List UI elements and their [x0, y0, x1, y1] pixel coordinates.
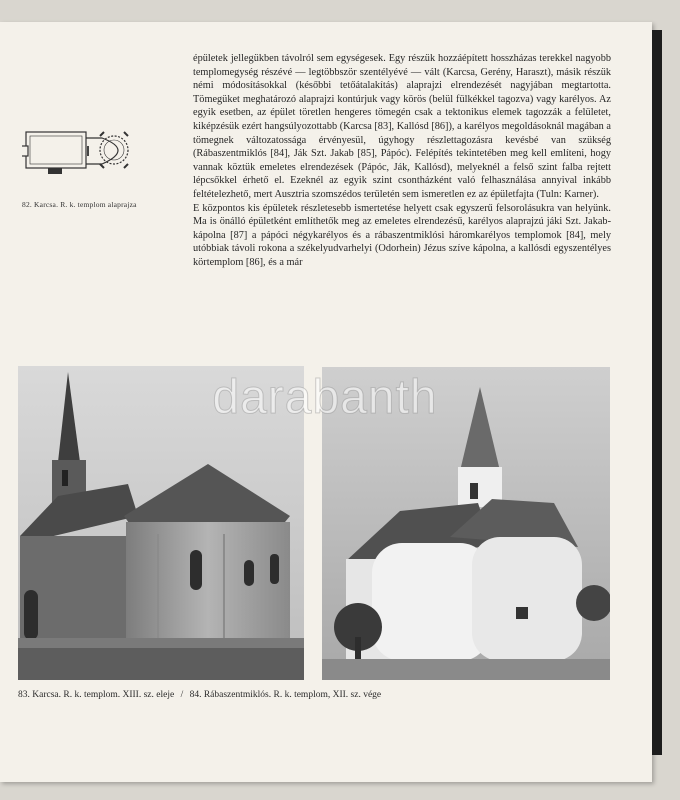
figure-82-caption: 82. Karcsa. R. k. templom alaprajza	[22, 200, 137, 209]
caption-separator: /	[180, 690, 184, 700]
paragraph-2: E központos kis épületek részletesebb ismertetése helyett csak egyszerű felsorolásukra van helyünk. Ma is önálló épületként említhetők meg az emeletes elrendezésű, karélyos alaprajzú jáki Szt. Jakab-kápolna [87] a pápóci négykarélyos és a rábaszentmiklósi háromkarélyos templomok [84], mely utóbbiak távoli rokona a székelyudvarhelyi (Odorhein) Jézus szíve kápolna, a kallósdi egyszentélyes körtemplom [86], és a már	[193, 202, 611, 268]
body-text	[193, 52, 611, 270]
watermark: darabanth	[212, 371, 438, 424]
figure-83-caption: 83. Karcsa. R. k. templom. XIII. sz. eleje	[18, 690, 175, 700]
book-cover-edge	[652, 30, 662, 755]
photo-captions	[18, 690, 618, 700]
paragraph-1: épületek jellegükben távolról sem egységesek. Egy részük hozzáépített hosszházas terekkel nagyobb templomegység részévé — legtöbbször szentélyévé — vált (Karcsa, Gerény, Haraszt), másik részük némi módosításokkal (későbbi tetőátalakítás) alaprajzi elrendezését nagyjában megtartotta. Tömegüket meghatározó alaprajzi kontúrjuk vagy körös (belül fülkékkel tagozva) vagy karélyos. Az egyik esetben, az épület töretlen hengeres tömegén csak a tektonikus elemek tagozzák a felületet, kiképzésük ezért hangsúlyozottabb (Karcsa [83], Kallósd [86]), a karélyos megoldásoknál magában a tömegnek változatossága érvényesül, úgyhogy részlettagozásra kevésbé van szükség (Rábaszentmiklós [84], Ják Szt. Jakab [85], Pápóc). Felépítés tekintetében meg kell említeni, hogy vannak köztük emeletes elrendezések (Pápóc, Ják, Kallósd), melyeknél a felső szint falba rejtett lépcsőkkel érhető el. Ezeknél az egyik szint csontházként való felhasználása annyival inkább feltételezhető, mert Ausztria szomszédos területén sem ismeretlen ez az épületfajta (Tuln: Karner).	[193, 53, 611, 200]
floor-plan-drawing	[22, 122, 142, 190]
figure-84-caption: 84. Rábaszentmiklós. R. k. templom, XII. sz. vége	[189, 690, 382, 700]
